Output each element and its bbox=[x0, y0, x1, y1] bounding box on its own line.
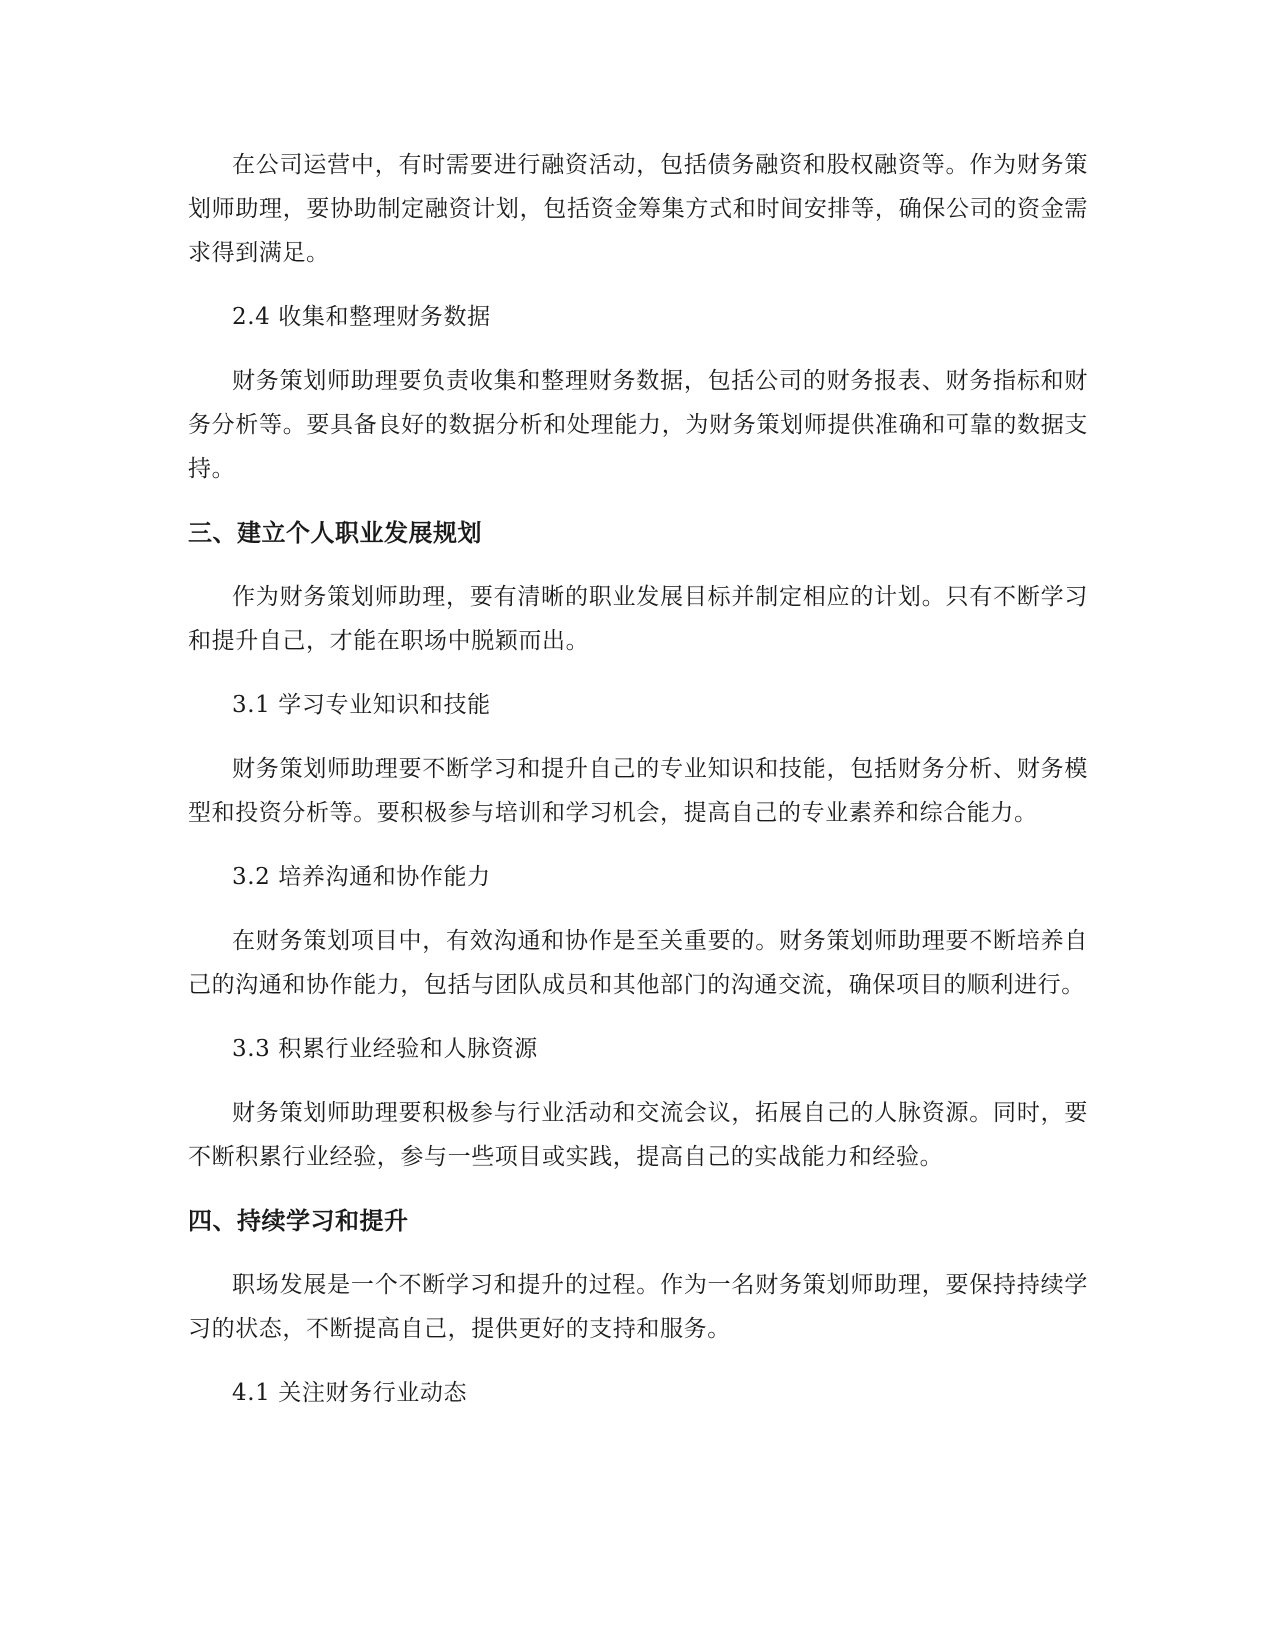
subsection-title: 4.1 关注财务行业动态 bbox=[232, 1380, 468, 1406]
paragraph: 财务策划师助理要负责收集和整理财务数据，包括公司的财务报表、财务指标和财务分析等。要具备良好的数据分析和处理能力，为财务策划师提供准确和可靠的数据支持。 bbox=[188, 368, 1088, 482]
paragraph: 作为财务策划师助理，要有清晰的职业发展目标并制定相应的计划。只有不断学习和提升自己，才能在职场中脱颖而出。 bbox=[188, 584, 1088, 654]
paragraph: 在财务策划项目中，有效沟通和协作是至关重要的。财务策划师助理要不断培养自己的沟通和协作能力，包括与团队成员和其他部门的沟通交流，确保项目的顺利进行。 bbox=[188, 928, 1088, 998]
subsection-title: 3.3 积累行业经验和人脉资源 bbox=[232, 1036, 538, 1062]
subsection-title: 2.4 收集和整理财务数据 bbox=[232, 304, 491, 330]
subsection-title: 3.2 培养沟通和协作能力 bbox=[232, 864, 491, 890]
paragraph: 职场发展是一个不断学习和提升的过程。作为一名财务策划师助理，要保持持续学习的状态，不断提高自己，提供更好的支持和服务。 bbox=[188, 1272, 1088, 1342]
paragraph: 财务策划师助理要不断学习和提升自己的专业知识和技能，包括财务分析、财务模型和投资分析等。要积极参与培训和学习机会，提高自己的专业素养和综合能力。 bbox=[188, 756, 1088, 826]
section-heading: 三、建立个人职业发展规划 bbox=[188, 519, 482, 547]
paragraph: 在公司运营中，有时需要进行融资活动，包括债务融资和股权融资等。作为财务策划师助理，要协助制定融资计划，包括资金筹集方式和时间安排等，确保公司的资金需求得到满足。 bbox=[188, 152, 1088, 266]
section-heading: 四、持续学习和提升 bbox=[188, 1207, 409, 1235]
document-body bbox=[188, 143, 1088, 1435]
paragraph: 财务策划师助理要积极参与行业活动和交流会议，拓展自己的人脉资源。同时，要不断积累行业经验，参与一些项目或实践，提高自己的实战能力和经验。 bbox=[188, 1100, 1088, 1170]
subsection-title: 3.1 学习专业知识和技能 bbox=[232, 692, 491, 718]
